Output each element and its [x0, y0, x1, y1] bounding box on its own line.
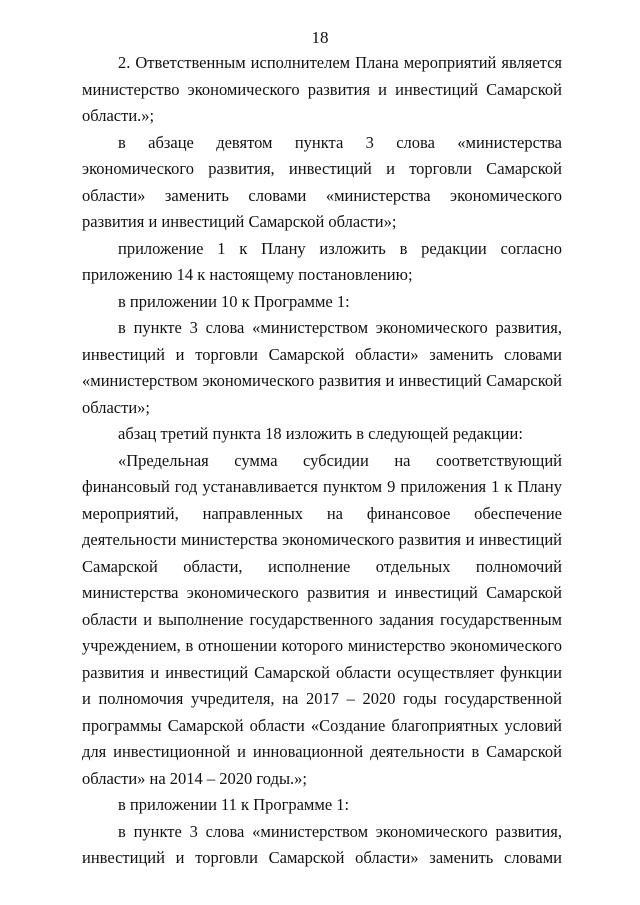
paragraph-subsidy-limit: «Предельная сумма субсидии на соответствующий финансовый год устанавливается пунктом 9 приложения 1 к Плану мероприятий, направленных на финансовое обеспечение деятельности министерства экономического развития и инвестиций Самарской области, исполнение отдельных полномочий министерства экономического развития и инвестиций Самарской области и выполнение государственного задания государственным учреждением, в отношении которого министерство экономического развития и инвестиций Самарской области осуществляет функции и полномочия учредителя, на 2017 – 2020 годы государственной программы Самарской области «Создание благоприятных условий для инвестиционной и инновационной деятельности в Самарской области» на 2014 – 2020 годы.»;	[82, 450, 562, 788]
paragraph-responsible-executor: 2. Ответственным исполнителем Плана мероприятий является министерство экономического развития и инвестиций Самарской области.»;	[82, 53, 562, 125]
page-number: 18	[311, 28, 329, 47]
paragraph-appendix-1-plan: приложение 1 к Плану изложить в редакции согласно приложению 14 к настоящему постановлению;	[82, 238, 562, 284]
paragraph-clause-18-heading: абзац третий пункта 18 изложить в следующей редакции:	[118, 424, 523, 443]
document-body	[82, 50, 562, 872]
paragraph-appendix-11-heading: в приложении 11 к Программе 1:	[118, 795, 350, 814]
paragraph-ninth-clause-replace: в абзаце девятом пункта 3 слова «министерства экономического развития, инвестиций и торговли Самарской области» заменить словами «министерства экономического развития и инвестиций Самарской области»;	[82, 132, 562, 231]
paragraph-appendix-10-clause-3: в пункте 3 слова «министерством экономического развития, инвестиций и торговли Самарской области» заменить словами «министерством экономического развития и инвестиций Самарской области»;	[82, 318, 562, 417]
paragraph-appendix-11-clause-3: в пункте 3 слова «министерством экономического развития, инвестиций и торговли Самарской области» заменить словами	[82, 821, 562, 867]
paragraph-appendix-10-heading: в приложении 10 к Программе 1:	[118, 291, 350, 311]
